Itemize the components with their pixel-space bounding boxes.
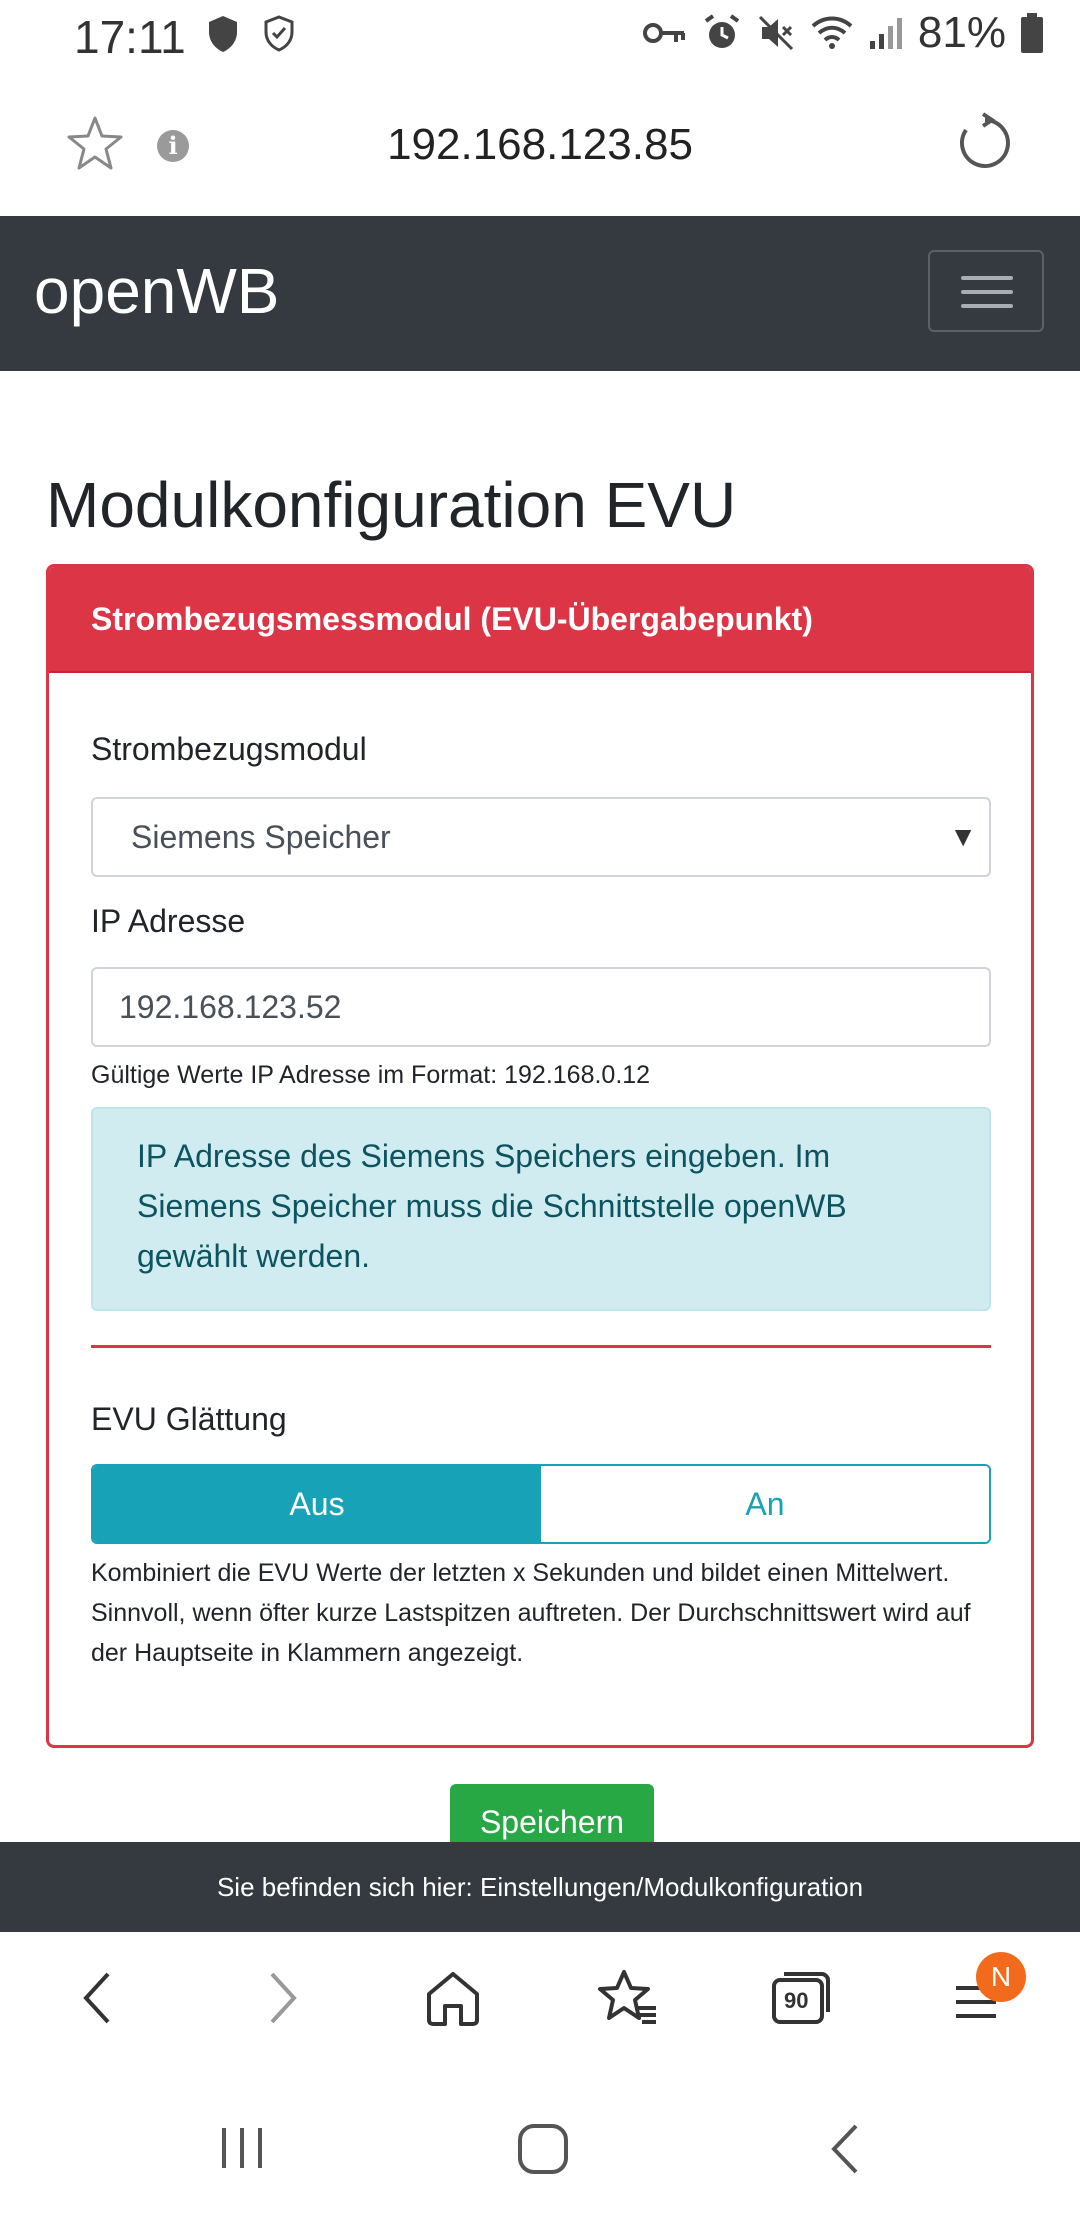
status-icons — [642, 8, 1044, 58]
site-info-icon[interactable]: i — [157, 130, 189, 162]
save-button[interactable]: Speichern — [450, 1784, 654, 1854]
browser-toolbar — [0, 1932, 1080, 2082]
smoothing-on-button[interactable]: An — [541, 1466, 989, 1542]
bookmarks-icon[interactable] — [596, 1968, 658, 2028]
status-bar — [0, 0, 1080, 72]
ip-label: IP Adresse — [91, 903, 246, 939]
module-label: Strombezugsmodul — [91, 731, 367, 767]
system-navigation — [0, 2082, 1080, 2220]
home-nav-icon[interactable] — [516, 2122, 570, 2176]
navbar — [0, 216, 1080, 371]
alarm-icon — [702, 13, 742, 53]
hamburger-icon — [961, 276, 1013, 280]
smoothing-toggle — [91, 1464, 991, 1544]
module-selected-value: Siemens Speicher — [131, 819, 391, 855]
ip-address-input[interactable]: 192.168.123.52 — [91, 967, 991, 1047]
reload-icon[interactable] — [954, 112, 1016, 174]
notification-badge: N — [976, 1952, 1026, 2002]
breadcrumb-footer: Sie befinden sich hier: Einstellungen/Modulkonfiguration — [0, 1842, 1080, 1932]
shield-filled-icon — [206, 14, 240, 54]
shield-check-icon — [262, 14, 296, 54]
mute-icon — [756, 13, 796, 53]
page-title: Modulkonfiguration EVU — [46, 469, 737, 541]
forward-icon[interactable] — [262, 1968, 302, 2028]
evu-config-card — [46, 564, 1034, 1748]
smoothing-label: EVU Glättung — [91, 1401, 287, 1437]
section-divider — [91, 1345, 991, 1348]
status-time: 17:11 — [74, 11, 186, 63]
address-bar — [0, 72, 1080, 216]
back-icon[interactable] — [78, 1968, 118, 2028]
info-alert: IP Adresse des Siemens Speichers eingeben. Im Siemens Speicher muss die Schnittstelle openWB gewählt werden. — [91, 1107, 991, 1311]
smoothing-description: Kombiniert die EVU Werte der letzten x Sekunden und bildet einen Mittelwert. Sinnvoll, wenn öfter kurze Lastspitzen auftreten. Der Durchschnittswert wird auf der Hauptseite in Klammern angezeigt. — [91, 1559, 971, 1667]
tab-count: 90 — [784, 1988, 809, 2013]
smoothing-off-button[interactable]: Aus — [93, 1466, 541, 1542]
module-select[interactable] — [91, 797, 991, 877]
vpn-key-icon — [642, 18, 688, 48]
home-icon[interactable] — [424, 1968, 482, 2028]
brand-logo[interactable]: openWB — [34, 255, 280, 327]
tabs-button[interactable] — [770, 1968, 832, 2028]
recent-apps-icon[interactable] — [216, 2122, 268, 2174]
menu-toggle-button[interactable] — [928, 250, 1044, 332]
ip-help-text: Gültige Werte IP Adresse im Format: 192.168.0.12 — [91, 1061, 651, 1089]
battery-icon — [1020, 12, 1044, 54]
chevron-down-icon: ▼ — [949, 821, 977, 852]
signal-icon — [868, 15, 904, 51]
wifi-icon — [810, 14, 854, 52]
url-text[interactable]: 192.168.123.85 — [387, 120, 693, 169]
card-header: Strombezugsmessmodul (EVU-Übergabepunkt) — [49, 567, 1031, 673]
back-nav-icon[interactable] — [826, 2122, 866, 2176]
battery-percent: 81% — [917, 8, 1006, 57]
